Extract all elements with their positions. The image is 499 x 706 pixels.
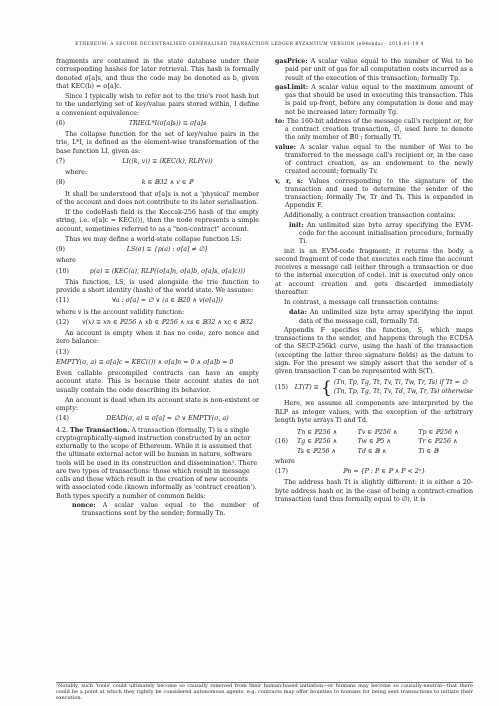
paragraph: This function, LS, is used alongside the trie function to provide a short identity (hash) of the world state. We assume: bbox=[56, 278, 259, 294]
field-text: Values corresponding to the signature of the transaction and used to determine the sender of the transaction; formally Tw, Tr and Ts. This is expanded in Appendix F. bbox=[285, 177, 473, 210]
paragraph: where bbox=[275, 457, 295, 465]
section-title: The Transaction. bbox=[70, 426, 130, 434]
equation-6: (6) TRIE(L*I(σ[a]s)) ≡ σ[a]s bbox=[56, 119, 207, 127]
field-data bbox=[275, 309, 473, 326]
section-number: 4.2. bbox=[56, 426, 69, 434]
paragraph: An account is empty when it has no code, zero nonce and zero balance: bbox=[56, 330, 259, 346]
field-text: A scalar value equal to the number of Wei to be transferred to the message call's recipient or, in the case of contract creation, as an endowment to the newly created account; formally Tv. bbox=[285, 143, 473, 176]
field-to bbox=[275, 118, 473, 143]
paragraph: where: bbox=[65, 169, 88, 176]
field-label: nonce: bbox=[72, 501, 96, 509]
running-header: ETHEREUM: A SECURE DECENTRALISED GENERALISED TRANSACTION LEDGER BYZANTIUM VERSION (e94ebda) - 2018-01-19 4 bbox=[75, 42, 424, 47]
field-gaslimit bbox=[275, 84, 473, 117]
paragraph: Here, we assume all components are interpreted by the RLP as integer values, with the exception of the arbitrary length byte arrays Ti and Td. bbox=[275, 400, 473, 424]
field-label: v, r, s: bbox=[275, 177, 303, 185]
equation-13-number: (13) bbox=[56, 348, 69, 356]
paragraph: An account is dead when its account state is non-existent or empty: bbox=[56, 396, 259, 412]
field-text: An unlimited size byte array specifying the input data of the message call, formally Td. bbox=[299, 309, 473, 325]
case-row: (Tn, Tp, Tg, Tt, Tv, Ti, Tw, Tr, Ts) if Tt = ∅ bbox=[333, 379, 468, 387]
paragraph: It shall be understood that σ[a]s is not a 'physical' member of the account and does not contribute to its later serialisation. bbox=[56, 190, 259, 206]
field-value bbox=[275, 144, 473, 177]
equation-16 bbox=[275, 427, 473, 458]
equation-7: (7) LI((k, v)) ≡ (KEC(k), RLP(v)) bbox=[56, 157, 213, 165]
paragraph: fragments are contained in the state database under their corresponding hashes for later retrieval. This hash is formally denoted σ[a]s, and thus the code may be denoted as b, given that KEC(b) = σ[a]c. bbox=[56, 58, 259, 90]
footnote: ¹Notably, such 'tools' could ultimately become so causally removed from their human-based initiation—or humans may become so causally-neutral—that there could be a point at which they rightly be considered autonomous agents. e.g. contracts may offer bounties to humans for being sent transactions to initiate their execution. bbox=[56, 683, 473, 701]
eq16-cell: Ts ∈ ℙ256 ∧ bbox=[297, 447, 337, 455]
equation-number: (16) bbox=[275, 438, 288, 446]
paragraph: A transaction (formally, T) is a single cryptographically-signed instruction constructed by an actor externally to the scope of Ethereum. While it is assumed that the ultimate external actor will be human in nature, software tools will be used in its construction and dissemination¹. There are two types of transactions: those which result in message calls and those which result in the creation of new accounts with associated code (known informally as 'contract creation'). Both types specify a number of common fields: bbox=[56, 426, 258, 500]
field-text: An unlimited size byte array specifying the EVM-code for the account initialisation procedure, formally Ti. bbox=[299, 221, 473, 246]
field-label: init: bbox=[289, 221, 304, 229]
field-label: to: bbox=[275, 117, 285, 125]
brace-icon: { bbox=[320, 378, 332, 399]
paragraph: init is an EVM-code fragment; it returns the body, a second fragment of code that executes each time the account receives a message call (either through a transaction or due to the internal execution of code). init is executed only once at account creation and gets discarded immediately thereafter. bbox=[275, 247, 473, 296]
equation-lhs: LT(T) ≡ bbox=[294, 384, 319, 392]
paragraph: where bbox=[56, 257, 76, 265]
eq16-cell: Tw ∈ ℙ5 ∧ bbox=[357, 438, 392, 446]
paragraph: Even callable precompiled contracts can have an empty account state. This is because their account states do not usually contain the code describing its behavior. bbox=[56, 370, 259, 394]
left-column bbox=[56, 58, 259, 519]
eq16-cell: Tg ∈ ℙ256 ∧ bbox=[297, 438, 338, 446]
field-text: The 160-bit address of the message call's recipient or, for a contract creation transaction, ∅, used here to denote the only member of 𝔹0 ; formally Tt. bbox=[285, 117, 473, 142]
paragraph: Since I typically wish to refer not to the trie's root hash but to the underlying set of key/value pairs stored within, I define a convenient equivalence: bbox=[56, 93, 259, 117]
equation-14: (14) DEAD(σ, a) ≡ σ[a] = ∅ ∨ EMPTY(σ, a) bbox=[56, 415, 229, 423]
right-column bbox=[275, 58, 473, 506]
field-init bbox=[275, 222, 473, 247]
eq16-cell: Tr ∈ ℙ256 ∧ bbox=[418, 438, 458, 446]
paragraph: where v is the account validity function: bbox=[56, 308, 185, 316]
eq16-cell: Tv ∈ ℙ256 ∧ bbox=[357, 429, 398, 436]
paragraph: If the codeHash field is the Keccak-256 hash of the empty string, i.e. σ[a]c = KEC(()), then the node represents a simple account, sometimes referred to as a "non-contract" account. bbox=[56, 209, 259, 233]
equation-10: (10) p(a) ≡ (KEC(a), RLP((σ[a]n, σ[a]b, σ[a]s, σ[a]c))) bbox=[56, 267, 246, 275]
paragraph: Additionally, a contract creation transaction contains: bbox=[284, 211, 456, 219]
field-label: data: bbox=[289, 309, 307, 317]
equation-16-grid bbox=[297, 429, 473, 456]
field-text: A scalar value equal to the number of Wei to be paid per unit of gas for all computation costs incurred as a result of the execution of this transaction; formally Tp. bbox=[285, 58, 473, 82]
eq16-cell: Tp ∈ ℙ256 ∧ bbox=[418, 429, 459, 436]
equation-11: (11) ∀a : σ[a] = ∅ ∨ (a ∈ 𝔹20 ∧ v(σ[a])) bbox=[56, 297, 223, 305]
equation-17: (17) ℙn = {P : P ∈ ℙ ∧ P < 2ⁿ} bbox=[275, 468, 426, 475]
equation-12: (12) v(x) ≡ xn ∈ ℙ256 ∧ xb ∈ ℙ256 ∧ xs ∈ 𝔹32 ∧ xc ∈ 𝔹32 bbox=[56, 318, 254, 326]
field-text: A scalar value equal to the maximum amount of gas that should be used in executing this transaction. This is paid up-front, before any computation is done and may not be increased later; formally Tg. bbox=[285, 83, 473, 116]
field-label: value: bbox=[275, 143, 297, 151]
field-gasprice bbox=[275, 58, 473, 83]
equation-cases bbox=[334, 379, 473, 397]
field-label: gasPrice: bbox=[275, 58, 308, 65]
field-text: A scalar value equal to the number of transactions sent by the sender; formally Tn. bbox=[82, 501, 259, 517]
field-vrs bbox=[275, 178, 473, 211]
field-label: gasLimit: bbox=[275, 83, 309, 91]
equation-13: EMPTY(σ, a) ≡ σ[a]c = KEC(()) ∧ σ[a]n = 0 ∧ σ[a]b = 0 bbox=[56, 358, 234, 366]
paragraph: The collapse function for the set of key/value pairs in the trie, L*I, is defined as the element-wise transformation of the base function LI, given as: bbox=[56, 131, 259, 155]
paragraph: Appendix F specifies the function, S, which maps transactions to the sender, and happens through the ECDSA of the SECP-256k1 curve, using the hash of the transaction (excepting the latter three signature fields) as the datum to sign. For the present we simply assert that the sender of a given transaction T can be represented with S(T). bbox=[275, 326, 473, 375]
case-row: (Tn, Tp, Tg, Tt, Tv, Td, Tw, Tr, Ts) otherwise bbox=[333, 387, 473, 395]
paragraph: Thus we may define a world-state collapse function LS: bbox=[65, 235, 242, 243]
field-nonce bbox=[56, 502, 259, 519]
equation-number: (15) bbox=[275, 384, 288, 392]
equation-15 bbox=[275, 379, 473, 397]
eq16-cell: Td ∈ 𝔹 ∧ bbox=[357, 447, 387, 455]
paragraph: In contrast, a message call transaction contains: bbox=[284, 299, 440, 306]
eq16-cell: Ti ∈ 𝔹 bbox=[418, 447, 439, 455]
equation-8: (8) k ∈ 𝔹32 ∧ v ∈ ℙ bbox=[56, 179, 194, 187]
section-heading bbox=[56, 427, 259, 501]
eq16-cell: Tn ∈ ℙ256 ∧ bbox=[297, 429, 338, 436]
equation-9: (9) LS(σ) ≡ {p(a) : σ[a] ≠ ∅} bbox=[56, 246, 209, 253]
paragraph: The address hash Tt is slightly different: it is either a 20-byte address hash or, in the case of being a contract-creation transaction (and thus formally equal to ∅), it is bbox=[275, 479, 473, 503]
